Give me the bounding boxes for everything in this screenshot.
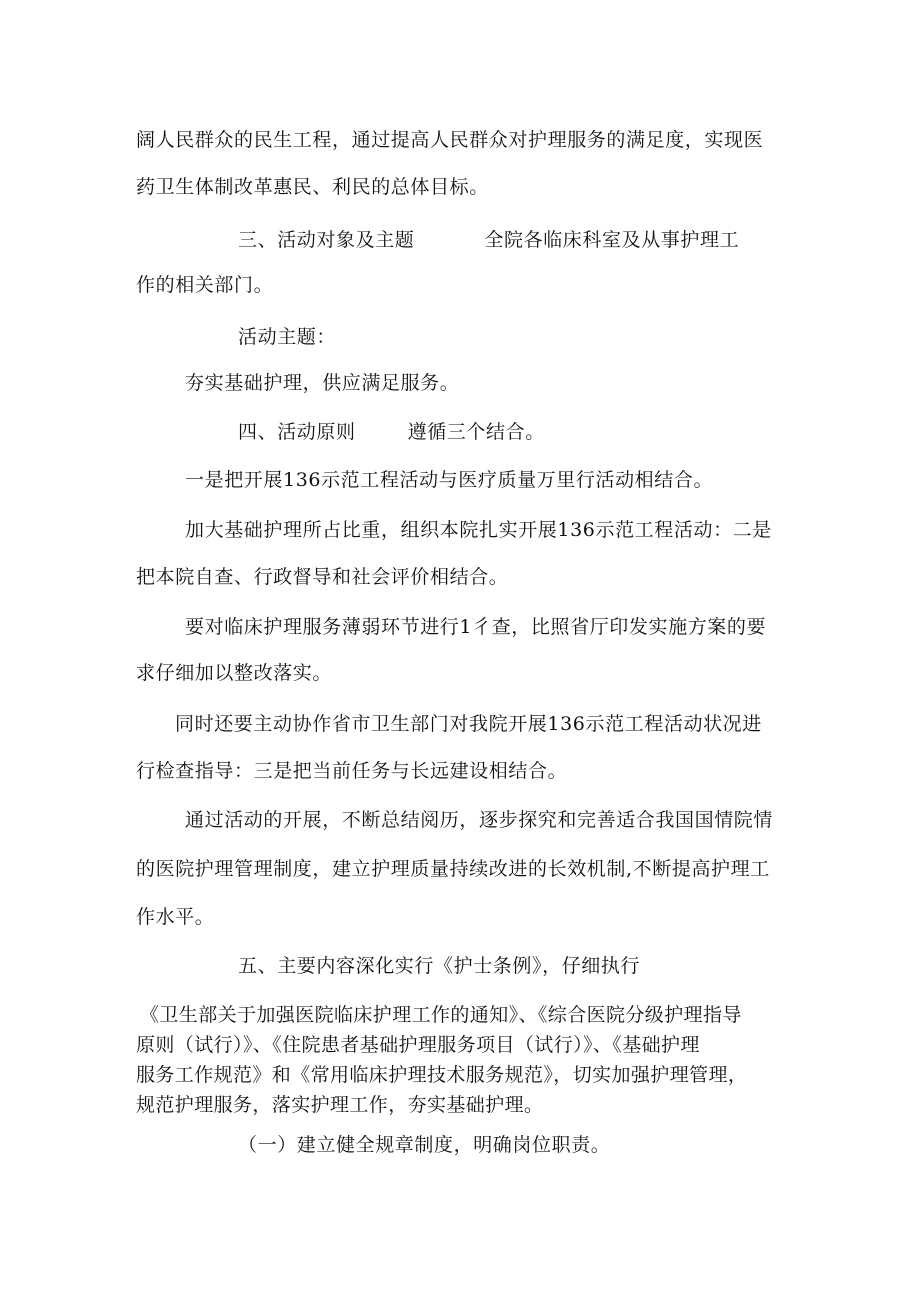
section-heading-text: 全院各临床科室及从事护理工 [484,229,740,251]
paragraph-line: 的医院护理管理制度，建立护理质量持续改进的长效机制,不断提高护理工 [136,858,770,880]
paragraph-line: 把本院自查、行政督导和社会评价相结合。 [136,566,509,588]
paragraph-line: 作的相关部门。 [136,274,274,296]
paragraph-line: 服务工作规范》和《常用临床护理技术服务规范》，切实加强护理管理， [136,1064,748,1086]
section-heading-5: 五、主要内容深化实行《护士条例》，仔细执行 [238,955,641,977]
section-heading-text: 遵循三个结合。 [407,421,545,443]
paragraph-line: 通过活动的开展，不断总结阅历，逐步探究和完善适合我国国情院情 [185,809,774,831]
paragraph-line: 作水平。 [136,906,215,928]
section-heading-label: 四、活动原则 [238,421,356,443]
subsection-heading: （一）建立健全规章制度，明确岗位职责。 [238,1134,611,1156]
paragraph-line: 同时还要主动协作省市卫生部门对我院开展136示范工程活动状况进 [175,713,762,735]
paragraph-line: 药卫生体制改革惠民、利民的总体目标。 [136,176,489,198]
paragraph-line: 要对临床护理服务薄弱环节进行1彳查，比照省厅印发实施方案的要 [185,616,767,638]
section-heading-3 [238,228,739,252]
paragraph-line: 加大基础护理所占比重，组织本院扎实开展136示范工程活动：二是 [185,519,772,541]
paragraph-line: 行检查指导：三是把当前任务与长远建设相结合。 [136,760,568,782]
paragraph-line: 活动主题： [238,326,337,348]
section-heading-4 [238,420,545,444]
section-heading-label: 三、活动对象及主题 [238,229,415,251]
paragraph-line: 求仔细加以整改落实。 [136,662,333,684]
paragraph-line: 夯实基础护理，供应满足服务。 [185,372,460,394]
paragraph-line: 规范护理服务，落实护理工作，夯实基础护理。 [136,1094,544,1116]
paragraph-line: 阔人民群众的民生工程，通过提高人民群众对护理服务的满足度，实现医 [136,129,764,151]
paragraph-line: 一是把开展136示范工程活动与医疗质量万里行活动相结合。 [185,469,714,491]
paragraph-line: 原则（试行）》、《住院患者基础护理服务项目（试行）》、《基础护理 [136,1034,700,1056]
paragraph-line: 《卫生部关于加强医院临床护理工作的通知》、《综合医院分级护理指导 [140,1004,742,1026]
